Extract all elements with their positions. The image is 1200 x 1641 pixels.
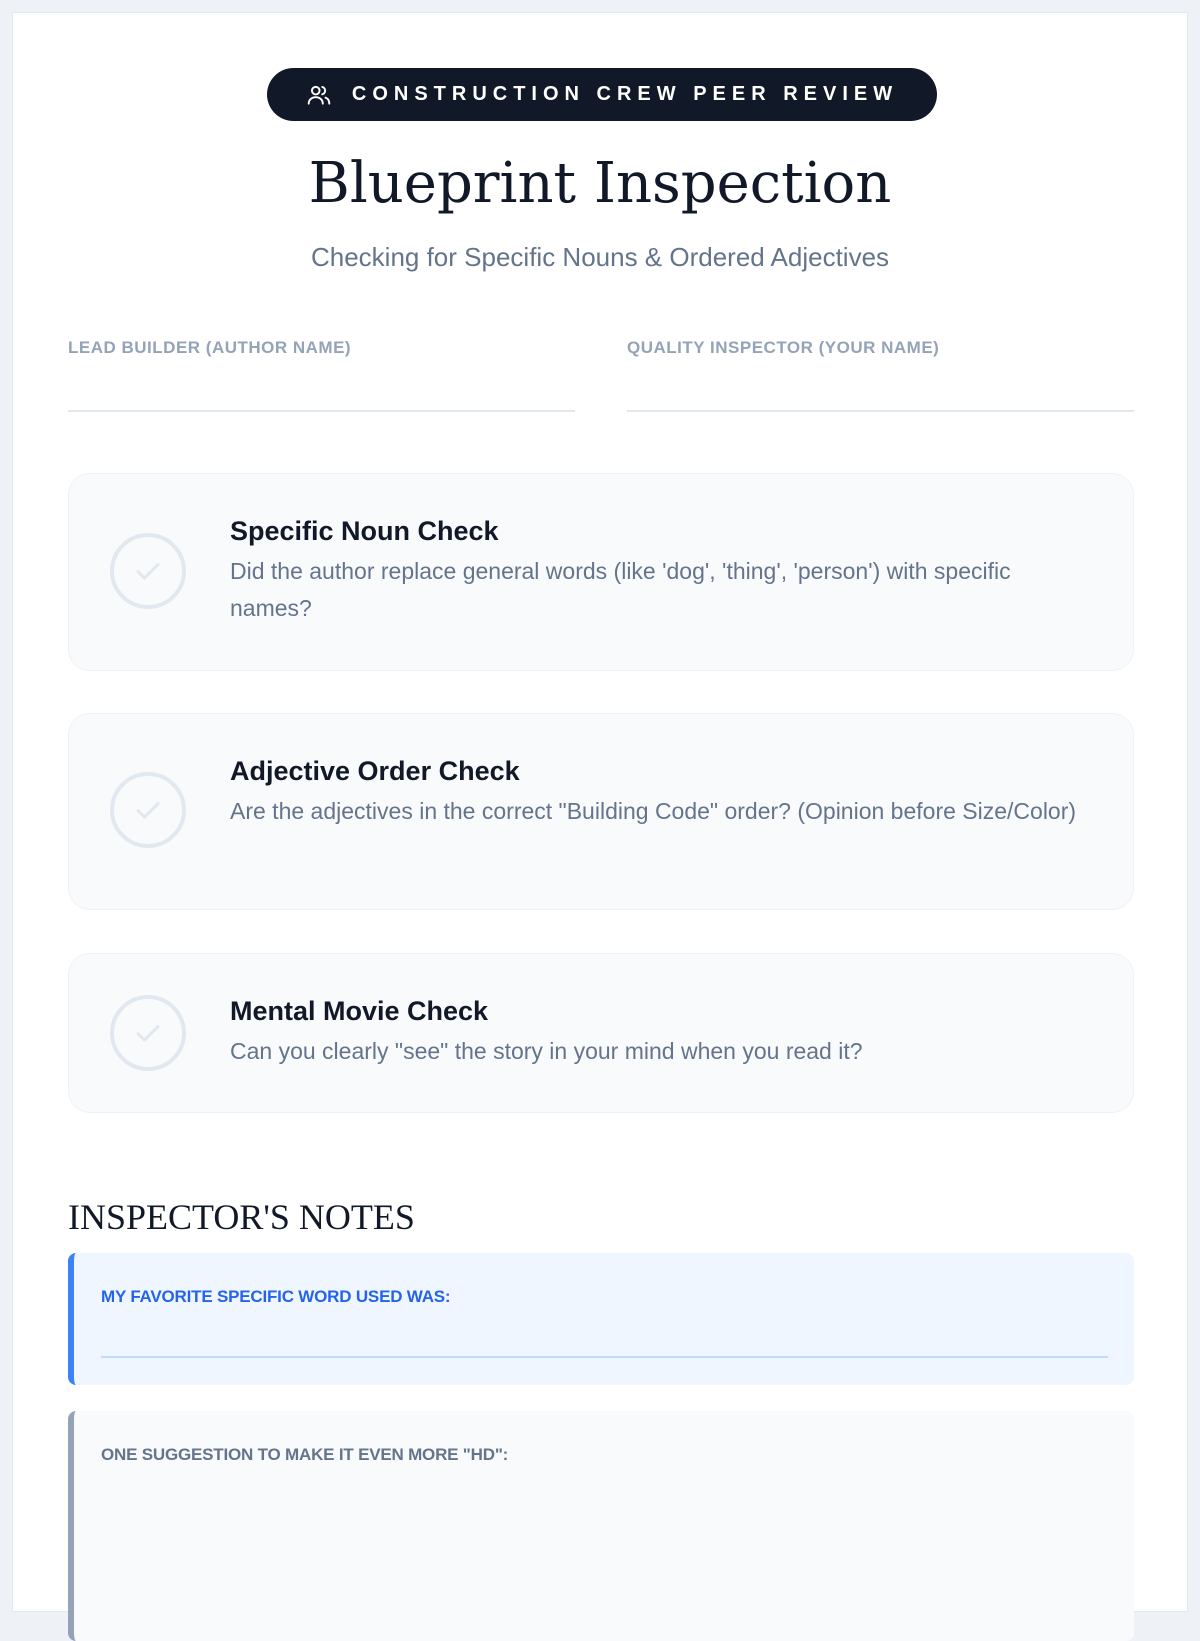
favorite-word-note: [68, 1253, 1134, 1385]
check-title: Adjective Order Check: [230, 756, 520, 786]
page-subtitle: Checking for Specific Nouns & Ordered Adjectives: [310, 242, 890, 272]
check-description: Can you clearly "see" the story in your mind when you read it?: [230, 1038, 863, 1064]
check-card-mental-movie: [68, 953, 1134, 1113]
crew-review-badge: [267, 68, 937, 121]
check-circle[interactable]: [110, 772, 186, 848]
page-title: Blueprint Inspection: [308, 151, 892, 216]
author-name-label: LEAD BUILDER (AUTHOR NAME): [68, 338, 352, 357]
users-icon: [306, 82, 332, 108]
inspector-name-input[interactable]: [627, 410, 1134, 412]
check-icon: [131, 1016, 165, 1050]
inspector-name-label: QUALITY INSPECTOR (YOUR NAME): [627, 338, 940, 357]
check-card-adjective-order: [68, 713, 1134, 910]
check-title: Specific Noun Check: [230, 516, 499, 546]
check-card-specific-noun: [68, 473, 1134, 671]
check-description: Are the adjectives in the correct "Building Code" order? (Opinion before Size/Color): [230, 798, 1077, 824]
check-circle[interactable]: [110, 995, 186, 1071]
suggestion-note[interactable]: [68, 1411, 1134, 1641]
check-title: Mental Movie Check: [230, 996, 489, 1026]
check-circle[interactable]: [110, 533, 186, 609]
inspector-name-field[interactable]: [627, 338, 1134, 412]
favorite-word-input[interactable]: [101, 1356, 1108, 1358]
check-description: Did the author replace general words (like 'dog', 'thing', 'person') with specific names?: [230, 558, 1011, 621]
check-icon: [131, 793, 165, 827]
author-name-field[interactable]: [68, 338, 575, 412]
check-icon: [131, 554, 165, 588]
notes-heading: INSPECTOR'S NOTES: [68, 1197, 415, 1237]
review-sheet: [12, 12, 1188, 1612]
author-name-input[interactable]: [68, 410, 575, 412]
badge-text: CONSTRUCTION CREW PEER REVIEW: [351, 83, 899, 105]
suggestion-label: ONE SUGGESTION TO MAKE IT EVEN MORE "HD":: [101, 1445, 509, 1464]
favorite-word-label: MY FAVORITE SPECIFIC WORD USED WAS:: [101, 1287, 451, 1306]
